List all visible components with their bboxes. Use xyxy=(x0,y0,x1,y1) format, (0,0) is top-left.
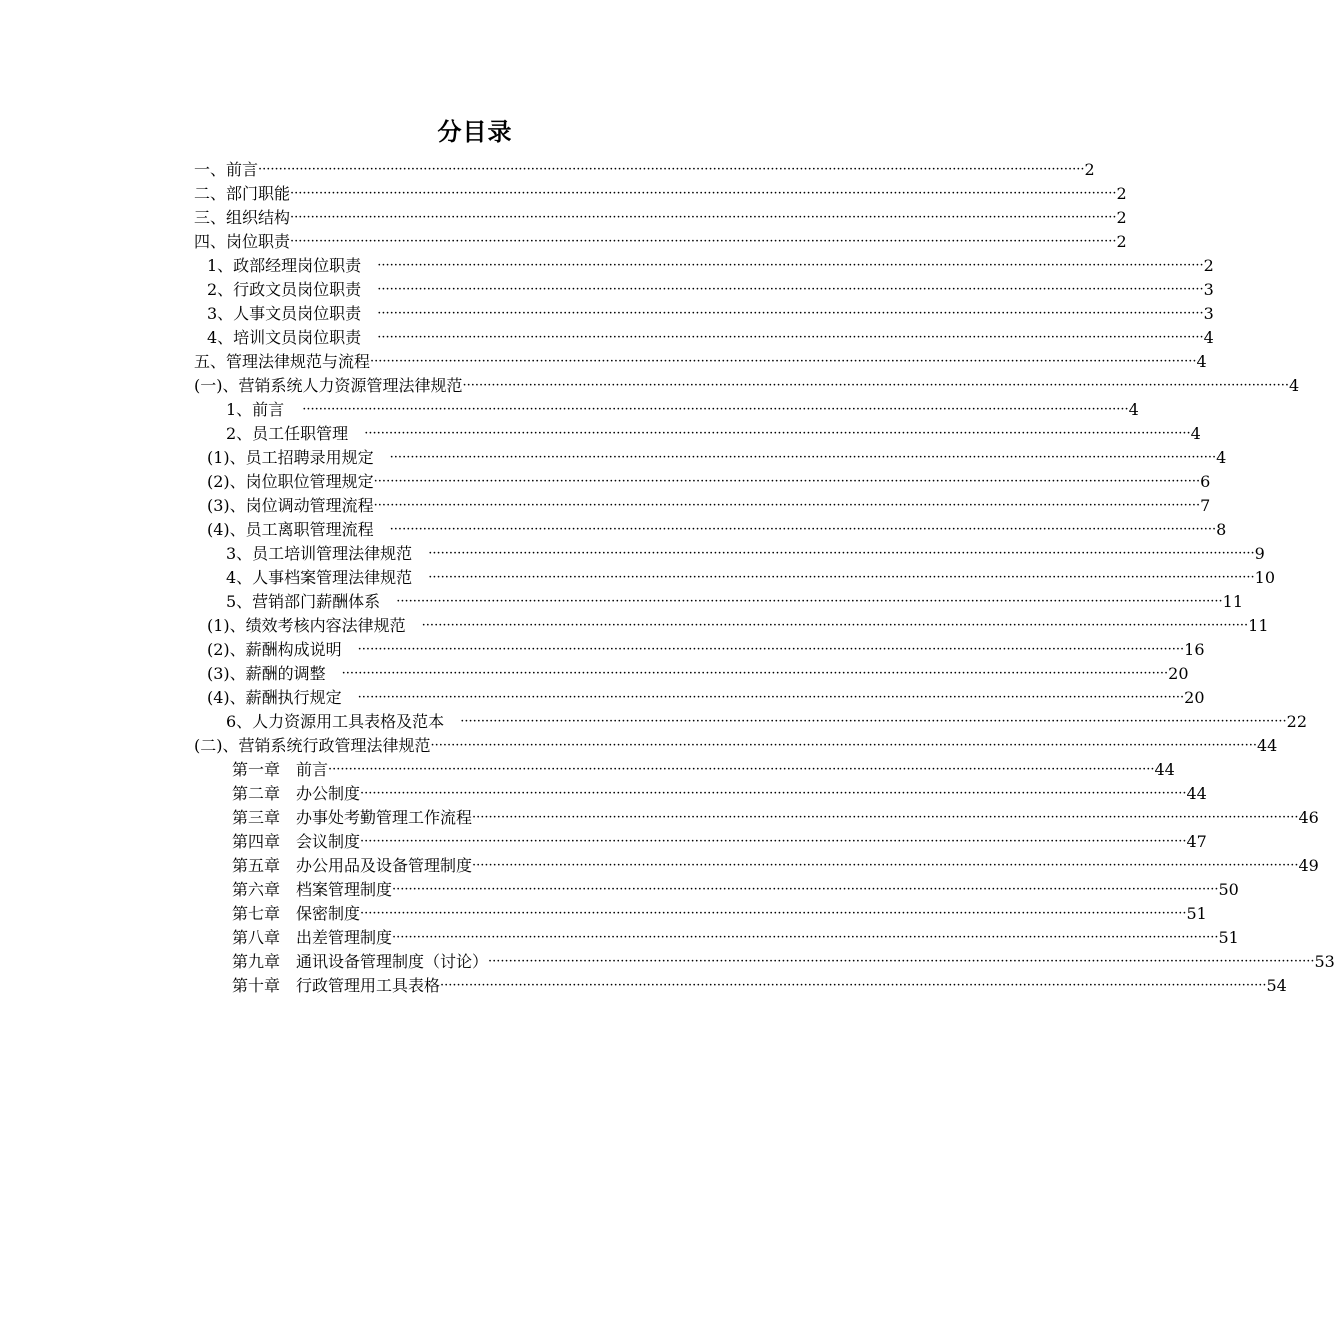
toc-entry[interactable] xyxy=(232,902,1207,926)
toc-entry-page-number: 53 xyxy=(1314,952,1335,971)
toc-leader-dots: ········································································································································································································ xyxy=(430,738,1257,753)
toc-entry[interactable] xyxy=(207,638,1205,662)
toc-entry-page-number: 2 xyxy=(1116,232,1127,251)
toc-leader-dots: ········································································································································································································ xyxy=(258,162,1085,177)
toc-leader-dots: ········································································································································································································ xyxy=(364,426,1191,441)
toc-entry[interactable] xyxy=(194,734,1278,758)
toc-entry-page-number: 4 xyxy=(1128,400,1139,419)
toc-leader-dots: ········································································································································································································ xyxy=(460,714,1287,729)
toc-entry-label: (4)、员工离职管理流程 xyxy=(207,520,374,539)
toc-entry[interactable] xyxy=(207,662,1189,686)
toc-entry-label: 第九章 通讯设备管理制度（讨论） xyxy=(232,952,489,971)
toc-entry[interactable] xyxy=(207,302,1214,326)
toc-leader-dots: ········································································································································································································ xyxy=(488,954,1315,969)
toc-entry-page-number: 16 xyxy=(1184,640,1205,659)
toc-entry-label: 1、前言 xyxy=(226,400,285,419)
toc-leader-dots: ········································································································································································································ xyxy=(421,618,1249,633)
toc-entry-page-number: 11 xyxy=(1248,616,1269,635)
toc-entry[interactable] xyxy=(194,182,1127,206)
toc-entry-label: (二)、营销系统行政管理法律规范 xyxy=(194,736,431,755)
toc-entry[interactable] xyxy=(226,710,1308,734)
toc-entry-label: 6、人力资源用工具表格及范本 xyxy=(226,712,445,731)
toc-entry[interactable] xyxy=(226,590,1244,614)
toc-entry-label: 第四章 会议制度 xyxy=(232,832,361,851)
toc-entry[interactable] xyxy=(207,446,1227,470)
page-title: 分目录 xyxy=(437,118,513,146)
toc-leader-dots: ········································································································································································································ xyxy=(440,978,1267,993)
toc-entry-page-number: 4 xyxy=(1190,424,1201,443)
toc-entry[interactable] xyxy=(232,974,1287,998)
toc-entry[interactable] xyxy=(232,878,1239,902)
toc-leader-dots: ········································································································································································································ xyxy=(428,546,1255,561)
toc-leader-dots: ········································································································································································································ xyxy=(357,690,1185,705)
toc-entry-page-number: 44 xyxy=(1186,784,1207,803)
toc-entry-page-number: 9 xyxy=(1254,544,1265,563)
toc-entry-label: 5、营销部门薪酬体系 xyxy=(226,592,381,611)
toc-leader-dots: ········································································································································································································ xyxy=(328,762,1155,777)
toc-entry[interactable] xyxy=(232,830,1207,854)
toc-entry-page-number: 8 xyxy=(1216,520,1227,539)
toc-leader-dots: ········································································································································································································ xyxy=(377,282,1204,297)
toc-entry-page-number: 2 xyxy=(1084,160,1095,179)
toc-entry-label: (一)、营销系统人力资源管理法律规范 xyxy=(194,376,463,395)
toc-entry-label: (2)、薪酬构成说明 xyxy=(207,640,342,659)
toc-entry-label: 3、人事文员岗位职责 xyxy=(207,304,362,323)
toc-entry-label: (1)、员工招聘录用规定 xyxy=(207,448,374,467)
toc-entry[interactable] xyxy=(226,422,1201,446)
toc-leader-dots: ········································································································································································································ xyxy=(472,858,1299,873)
toc-leader-dots: ········································································································································································································ xyxy=(290,210,1117,225)
toc-entry-label: (4)、薪酬执行规定 xyxy=(207,688,342,707)
toc-entry-page-number: 4 xyxy=(1216,448,1227,467)
toc-entry-page-number: 51 xyxy=(1218,928,1239,947)
toc-entry-label: 三、组织结构 xyxy=(194,208,291,227)
toc-entry[interactable] xyxy=(194,350,1207,374)
toc-leader-dots: ········································································································································································································ xyxy=(370,354,1197,369)
toc-entry-page-number: 49 xyxy=(1298,856,1319,875)
toc-leader-dots: ········································································································································································································ xyxy=(389,522,1217,537)
toc-entry-page-number: 3 xyxy=(1203,304,1214,323)
toc-entry-label: 2、员工任职管理 xyxy=(226,424,349,443)
toc-entry[interactable] xyxy=(194,374,1300,398)
toc-entry-page-number: 6 xyxy=(1200,472,1211,491)
toc-entry-label: 二、部门职能 xyxy=(194,184,291,203)
toc-entry[interactable] xyxy=(207,254,1214,278)
toc-entry[interactable] xyxy=(194,230,1127,254)
toc-entry[interactable] xyxy=(207,494,1211,518)
toc-entry-label: 第七章 保密制度 xyxy=(232,904,361,923)
toc-entry-label: (3)、岗位调动管理流程 xyxy=(207,496,374,515)
toc-entry-label: 第六章 档案管理制度 xyxy=(232,880,393,899)
toc-entry[interactable] xyxy=(226,566,1276,590)
toc-entry[interactable] xyxy=(194,158,1095,182)
toc-entry-label: 四、岗位职责 xyxy=(194,232,291,251)
toc-leader-dots: ········································································································································································································ xyxy=(392,882,1219,897)
toc-entry-page-number: 20 xyxy=(1168,664,1189,683)
toc-leader-dots: ········································································································································································································ xyxy=(472,810,1299,825)
toc-entry-label: 4、培训文员岗位职责 xyxy=(207,328,362,347)
toc-entry-page-number: 4 xyxy=(1288,376,1300,395)
toc-leader-dots: ········································································································································································································ xyxy=(377,330,1204,345)
toc-entry[interactable] xyxy=(194,206,1127,230)
toc-leader-dots: ········································································································································································································ xyxy=(373,498,1201,513)
toc-entry-label: 第三章 办事处考勤管理工作流程 xyxy=(232,808,473,827)
toc-entry-label: 1、政部经理岗位职责 xyxy=(207,256,362,275)
toc-entry-label: 五、管理法律规范与流程 xyxy=(194,352,371,371)
toc-entry[interactable] xyxy=(226,398,1139,422)
toc-entry-label: (3)、薪酬的调整 xyxy=(207,664,326,683)
toc-entry-page-number: 4 xyxy=(1203,328,1214,347)
toc-entry-page-number: 50 xyxy=(1218,880,1239,899)
toc-leader-dots: ········································································································································································································ xyxy=(360,786,1187,801)
toc-entry-label: (1)、绩效考核内容法律规范 xyxy=(207,616,406,635)
toc-leader-dots: ········································································································································································································ xyxy=(290,234,1117,249)
toc-leader-dots: ········································································································································································································ xyxy=(392,930,1219,945)
toc-entry-page-number: 11 xyxy=(1222,592,1244,611)
toc-entry-page-number: 10 xyxy=(1254,568,1276,587)
toc-leader-dots: ········································································································································································································ xyxy=(302,402,1129,417)
toc-entry-page-number: 2 xyxy=(1116,208,1127,227)
toc-entry-label: (2)、岗位职位管理规定 xyxy=(207,472,374,491)
toc-entry-page-number: 46 xyxy=(1298,808,1319,827)
toc-entry[interactable] xyxy=(226,542,1265,566)
toc-entry-page-number: 22 xyxy=(1286,712,1308,731)
toc-entry[interactable] xyxy=(207,278,1214,302)
toc-entry[interactable] xyxy=(207,326,1214,350)
toc-leader-dots: ········································································································································································································ xyxy=(290,186,1117,201)
toc-entry-label: 第一章 前言 xyxy=(232,760,329,779)
toc-entry-label: 一、前言 xyxy=(194,160,259,179)
toc-leader-dots: ········································································································································································································ xyxy=(360,834,1187,849)
toc-entry-page-number: 2 xyxy=(1116,184,1127,203)
toc-entry-label: 4、人事档案管理法律规范 xyxy=(226,568,413,587)
toc-leader-dots: ········································································································································································································ xyxy=(373,474,1201,489)
toc-leader-dots: ········································································································································································································ xyxy=(389,450,1217,465)
toc-leader-dots: ········································································································································································································ xyxy=(377,258,1204,273)
toc-entry-label: 3、员工培训管理法律规范 xyxy=(226,544,413,563)
toc-entry[interactable] xyxy=(207,614,1269,638)
toc-entry[interactable] xyxy=(232,806,1319,830)
toc-entry[interactable] xyxy=(232,926,1239,950)
toc-entry[interactable] xyxy=(207,686,1205,710)
toc-entry[interactable] xyxy=(232,758,1175,782)
toc-entry[interactable] xyxy=(207,470,1211,494)
toc-leader-dots: ········································································································································································································ xyxy=(341,666,1169,681)
toc-entry-page-number: 2 xyxy=(1203,256,1214,275)
toc-entry-page-number: 44 xyxy=(1256,736,1278,755)
toc-leader-dots: ········································································································································································································ xyxy=(462,378,1289,393)
toc-entry-label: 第十章 行政管理用工具表格 xyxy=(232,976,441,995)
toc-entry-page-number: 54 xyxy=(1266,976,1287,995)
toc-leader-dots: ········································································································································································································ xyxy=(377,306,1204,321)
toc-entry-label: 2、行政文员岗位职责 xyxy=(207,280,362,299)
toc-entry[interactable] xyxy=(207,518,1227,542)
toc-leader-dots: ········································································································································································································ xyxy=(428,570,1255,585)
toc-leader-dots: ········································································································································································································ xyxy=(396,594,1223,609)
toc-entry-page-number: 4 xyxy=(1196,352,1207,371)
toc-leader-dots: ········································································································································································································ xyxy=(360,906,1187,921)
toc-entry-label: 第五章 办公用品及设备管理制度 xyxy=(232,856,473,875)
toc-entry-label: 第八章 出差管理制度 xyxy=(232,928,393,947)
toc-entry-label: 第二章 办公制度 xyxy=(232,784,361,803)
toc-leader-dots: ········································································································································································································ xyxy=(357,642,1185,657)
toc-entry-page-number: 7 xyxy=(1200,496,1211,515)
toc-entry-page-number: 47 xyxy=(1186,832,1207,851)
toc-entry[interactable] xyxy=(232,950,1335,974)
toc-entry-page-number: 20 xyxy=(1184,688,1205,707)
toc-entry-page-number: 44 xyxy=(1154,760,1175,779)
toc-entry[interactable] xyxy=(232,782,1207,806)
toc-entry[interactable] xyxy=(232,854,1319,878)
toc-entry-page-number: 51 xyxy=(1186,904,1207,923)
toc-entry-page-number: 3 xyxy=(1203,280,1214,299)
